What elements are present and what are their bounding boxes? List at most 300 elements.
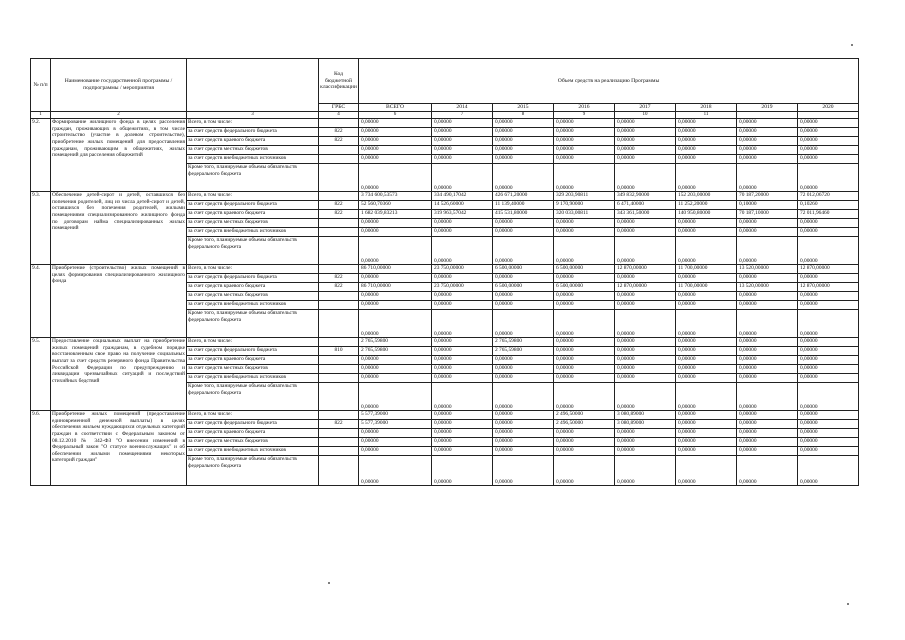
year-amount: 0,00000: [554, 292, 615, 301]
year-amount: 0,00000: [676, 365, 737, 374]
grbs-code: [319, 356, 359, 365]
year-amount: 0,00000: [615, 219, 676, 228]
year-amount: 0,00000: [798, 164, 859, 192]
grbs-code: [319, 438, 359, 447]
total-amount: 0,00000: [359, 292, 432, 301]
year-amount: 3 080,89000: [615, 420, 676, 429]
column-number-cell: 6: [359, 111, 432, 119]
year-amount: 0,00000: [493, 374, 554, 383]
year-amount: 0,00000: [798, 274, 859, 283]
year-amount: 0,00000: [615, 338, 676, 347]
year-amount: 11 139,40000: [493, 201, 554, 210]
year-amount: 0,00000: [676, 429, 737, 438]
year-amount: 0,00000: [676, 347, 737, 356]
grbs-code: [319, 411, 359, 420]
year-amount: 0,00000: [737, 219, 798, 228]
funding-source: за счет средств краевого бюджета: [187, 429, 319, 438]
measure-name: Приобретение жилых помещений (предоставление единовременной денежной выплаты) в целях обеспечения жильем нуждающихся отдельных категорий граждан в соответствии с Федеральным законом от 08.12.2010 № 342-ФЗ "О внесении изменений в Федеральный закон "О статусе военнослужащих" и об обеспечении жилыми помещениями некоторых категорий граждан": [51, 411, 187, 486]
column-number-cell: [737, 111, 798, 119]
year-amount: 0,00000: [737, 456, 798, 486]
year-amount: 2 765,59800: [493, 347, 554, 356]
header-volume: Объем средств на реализацию Программы: [359, 59, 859, 104]
funding-source: за счет средств внебюджетных источников: [187, 228, 319, 237]
measure-name: Предоставление социальных выплат на приобретение жилых помещений гражданам, в судебном порядке восстановленным свое право на получение социальных выплат за счет средств резервного фонда Правительства Российской Федерации по предупреждению и ликвидации чрезвычайных ситуаций и последствий стихийных бедствий: [51, 338, 187, 411]
year-amount: 0,00000: [798, 310, 859, 338]
year-amount: 426 671,20000: [493, 192, 554, 201]
year-amount: 0,00000: [432, 411, 493, 420]
funding-source: Всего, в том числе:: [187, 192, 319, 201]
year-amount: 0,00000: [493, 146, 554, 155]
year-amount: 0,00000: [432, 310, 493, 338]
year-amount: 0,00000: [737, 356, 798, 365]
total-amount: 0,00000: [359, 219, 432, 228]
year-amount: 0,00000: [493, 310, 554, 338]
year-amount: 0,00000: [493, 228, 554, 237]
total-amount: 0,00000: [359, 128, 432, 137]
year-amount: 3 080,89000: [615, 411, 676, 420]
grbs-code: 822: [319, 201, 359, 210]
year-amount: 0,00000: [737, 411, 798, 420]
grbs-code: [319, 146, 359, 155]
year-amount: 0,00000: [798, 146, 859, 155]
year-amount: 11 700,00000: [676, 283, 737, 292]
funding-source: за счет средств краевого бюджета: [187, 137, 319, 146]
year-amount: 0,00000: [432, 219, 493, 228]
year-amount: 6 500,00000: [554, 283, 615, 292]
year-amount: 12 870,00000: [615, 265, 676, 274]
header-year: 2019: [737, 104, 798, 112]
grbs-code: 810: [319, 347, 359, 356]
year-amount: 0,00000: [554, 228, 615, 237]
year-amount: 0,00000: [798, 155, 859, 164]
header-year: 2015: [493, 104, 554, 112]
year-amount: 0,00000: [432, 128, 493, 137]
header-program-name: Наименование государственной программы / подпрограммы / мероприятия: [51, 59, 187, 112]
grbs-code: 822: [319, 128, 359, 137]
year-amount: 0,00000: [493, 383, 554, 411]
year-amount: 0,00000: [432, 301, 493, 310]
year-amount: 0,00000: [554, 438, 615, 447]
grbs-code: [319, 383, 359, 411]
grbs-code: [319, 164, 359, 192]
year-amount: 23 750,00000: [432, 283, 493, 292]
total-amount: 0,00000: [359, 155, 432, 164]
year-amount: 0,00000: [798, 447, 859, 456]
funding-source: за счет средств внебюджетных источников: [187, 301, 319, 310]
year-amount: 0,00000: [432, 456, 493, 486]
table-body: [31, 119, 859, 486]
year-amount: 0,00000: [554, 219, 615, 228]
grbs-code: 822: [319, 274, 359, 283]
year-amount: 0,00000: [798, 119, 859, 128]
year-amount: 72 012,06720: [798, 192, 859, 201]
year-amount: 13 520,00000: [737, 283, 798, 292]
year-amount: 11 700,00000: [676, 265, 737, 274]
total-amount: 0,00000: [359, 356, 432, 365]
year-amount: 0,00000: [615, 301, 676, 310]
year-amount: 0,00000: [798, 374, 859, 383]
year-amount: 0,00000: [615, 228, 676, 237]
year-amount: 0,00000: [798, 365, 859, 374]
year-amount: 0,00000: [615, 292, 676, 301]
year-amount: 12 870,00000: [798, 283, 859, 292]
column-numbering-row: [31, 111, 859, 119]
year-amount: 320 033,00811: [554, 210, 615, 219]
header-year: 2020: [798, 104, 859, 112]
year-amount: 0,00000: [432, 292, 493, 301]
year-amount: 0,00000: [615, 137, 676, 146]
year-amount: 72 011,96460: [798, 210, 859, 219]
year-amount: 0,00000: [676, 338, 737, 347]
year-amount: 0,00000: [493, 438, 554, 447]
funding-source: за счет средств местных бюджетов: [187, 438, 319, 447]
year-amount: 0,00000: [615, 356, 676, 365]
header-number: № п/п: [31, 59, 51, 112]
total-amount: 86 710,00000: [359, 283, 432, 292]
funding-source: за счет средств местных бюджетов: [187, 219, 319, 228]
year-amount: 0,00000: [493, 137, 554, 146]
total-amount: 1 682 039,83213: [359, 210, 432, 219]
grbs-code: [319, 219, 359, 228]
year-amount: 0,00000: [432, 237, 493, 265]
funding-source: Кроме того, планируемые объемы обязательств федерального бюджета: [187, 383, 319, 411]
year-amount: 13 520,00000: [737, 265, 798, 274]
year-amount: 0,00000: [737, 155, 798, 164]
funding-source: за счет средств краевого бюджета: [187, 210, 319, 219]
header-source: [187, 59, 319, 112]
year-amount: 6 471,40000: [615, 201, 676, 210]
year-amount: 0,00000: [798, 228, 859, 237]
year-amount: 0,00000: [493, 356, 554, 365]
grbs-code: 822: [319, 283, 359, 292]
year-amount: 349 832,90000: [615, 192, 676, 201]
header-grbs: ГРБС: [319, 104, 359, 112]
year-amount: 0,00000: [615, 119, 676, 128]
year-amount: 11 252,20000: [676, 201, 737, 210]
year-amount: 0,00000: [737, 274, 798, 283]
year-amount: 70 187,10000: [737, 210, 798, 219]
item-number: 9.4.: [31, 265, 51, 338]
funding-source: Всего, в том числе:: [187, 411, 319, 420]
table-row: [31, 192, 859, 201]
year-amount: 0,00000: [798, 456, 859, 486]
year-amount: 6 500,00000: [493, 265, 554, 274]
year-amount: 0,00000: [798, 356, 859, 365]
year-amount: 0,00000: [615, 365, 676, 374]
total-amount: 0,00000: [359, 137, 432, 146]
column-number-cell: 11: [676, 111, 737, 119]
year-amount: 0,00000: [676, 274, 737, 283]
year-amount: 0,00000: [554, 301, 615, 310]
year-amount: 0,00000: [615, 456, 676, 486]
year-amount: 0,00000: [737, 438, 798, 447]
year-amount: 0,00000: [798, 411, 859, 420]
year-amount: 6 500,00000: [554, 265, 615, 274]
table-row: [31, 119, 859, 128]
year-amount: 0,00000: [676, 119, 737, 128]
year-amount: 0,00000: [554, 347, 615, 356]
funding-source: Всего, в том числе:: [187, 338, 319, 347]
funding-source: за счет средств местных бюджетов: [187, 146, 319, 155]
funding-source: Кроме того, планируемые объемы обязательств федерального бюджета: [187, 164, 319, 192]
total-amount: 0,00000: [359, 429, 432, 438]
year-amount: 0,00000: [798, 301, 859, 310]
scan-speck: [851, 44, 853, 46]
year-amount: 0,00000: [554, 356, 615, 365]
total-amount: 5 577,39000: [359, 420, 432, 429]
grbs-code: [319, 456, 359, 486]
year-amount: 0,00000: [493, 128, 554, 137]
item-number: 9.3.: [31, 192, 51, 265]
year-amount: 0,00000: [554, 338, 615, 347]
column-number-cell: 7: [432, 111, 493, 119]
total-amount: 0,00000: [359, 274, 432, 283]
year-amount: 0,00000: [737, 237, 798, 265]
year-amount: 0,00000: [554, 155, 615, 164]
year-amount: 0,00000: [737, 146, 798, 155]
year-amount: 334 490,17042: [432, 192, 493, 201]
year-amount: 0,00000: [737, 310, 798, 338]
year-amount: 0,00000: [615, 164, 676, 192]
year-amount: 0,00000: [615, 374, 676, 383]
column-number-cell: 10: [615, 111, 676, 119]
year-amount: 0,00000: [798, 338, 859, 347]
funding-source: за счет средств федерального бюджета: [187, 347, 319, 356]
year-amount: 0,00000: [432, 137, 493, 146]
total-amount: 0,00000: [359, 301, 432, 310]
year-amount: 0,00000: [493, 274, 554, 283]
year-amount: 0,00000: [615, 237, 676, 265]
year-amount: 0,00000: [615, 447, 676, 456]
total-amount: 0,00000: [359, 447, 432, 456]
year-amount: 0,00000: [798, 383, 859, 411]
year-amount: 0,00000: [493, 155, 554, 164]
year-amount: 0,00000: [615, 146, 676, 155]
year-amount: 0,00000: [432, 228, 493, 237]
item-number: 9.2.: [31, 119, 51, 192]
year-amount: 0,00000: [493, 164, 554, 192]
column-number-cell: 9: [554, 111, 615, 119]
year-amount: 0,00000: [676, 228, 737, 237]
funding-source: Кроме того, планируемые объемы обязательств федерального бюджета: [187, 456, 319, 486]
year-amount: 343 361,50000: [615, 210, 676, 219]
grbs-code: [319, 292, 359, 301]
year-amount: 0,00000: [676, 310, 737, 338]
grbs-code: [319, 155, 359, 164]
funding-source: за счет средств федерального бюджета: [187, 420, 319, 429]
year-amount: 0,00000: [676, 164, 737, 192]
year-amount: 0,00000: [432, 347, 493, 356]
year-amount: 0,00000: [798, 420, 859, 429]
funding-source: за счет средств внебюджетных источников: [187, 155, 319, 164]
year-amount: 0,00000: [615, 347, 676, 356]
year-amount: 0,00000: [676, 137, 737, 146]
year-amount: 0,00000: [798, 429, 859, 438]
measure-name: Обеспечение детей-сирот и детей, оставшихся без попечения родителей, лиц из числа детей-сирот и детей, оставшихся без попечения родителей, жилыми помещениями специализированного жилищного фонда по договорам найма специализированных жилых помещений: [51, 192, 187, 265]
header-year: 2018: [676, 104, 737, 112]
year-amount: 0,00000: [798, 137, 859, 146]
budget-table: [30, 58, 859, 486]
year-amount: 12 870,00000: [798, 265, 859, 274]
year-amount: 140 950,80000: [676, 210, 737, 219]
year-amount: 0,00000: [554, 137, 615, 146]
year-amount: 0,00000: [737, 365, 798, 374]
total-amount: 52 560,70360: [359, 201, 432, 210]
year-amount: 0,00000: [493, 365, 554, 374]
year-amount: 0,00000: [737, 164, 798, 192]
year-amount: 0,00000: [676, 146, 737, 155]
year-amount: 0,00000: [676, 374, 737, 383]
year-amount: 0,00000: [432, 365, 493, 374]
column-number-cell: 8: [493, 111, 554, 119]
year-amount: 0,00000: [615, 438, 676, 447]
year-amount: 0,00000: [737, 119, 798, 128]
year-amount: 0,00000: [615, 429, 676, 438]
year-amount: 0,00000: [676, 155, 737, 164]
year-amount: 0,00000: [554, 146, 615, 155]
grbs-code: [319, 374, 359, 383]
year-amount: 0,00000: [676, 447, 737, 456]
header-budget-code: Код бюджетной классификации: [319, 59, 359, 104]
year-amount: 0,00000: [737, 420, 798, 429]
year-amount: 0,00000: [676, 237, 737, 265]
measure-name: Приобретение (строительство) жилых помещений в целях формирования специализированного жилищного фонда: [51, 265, 187, 338]
year-amount: 0,00000: [554, 365, 615, 374]
grbs-code: [319, 365, 359, 374]
year-amount: 0,00000: [554, 274, 615, 283]
year-amount: 0,10000: [737, 201, 798, 210]
year-amount: 0,00000: [432, 438, 493, 447]
column-number-cell: 3: [187, 111, 319, 119]
funding-source: за счет средств внебюджетных источников: [187, 374, 319, 383]
funding-source: Всего, в том числе:: [187, 119, 319, 128]
year-amount: 0,00000: [798, 237, 859, 265]
year-amount: 0,00000: [554, 164, 615, 192]
year-amount: 0,00000: [737, 429, 798, 438]
column-number-cell: [798, 111, 859, 119]
year-amount: 0,00000: [676, 301, 737, 310]
total-amount: 0,00000: [359, 456, 432, 486]
grbs-code: 822: [319, 210, 359, 219]
year-amount: 0,00000: [432, 356, 493, 365]
year-amount: 0,00000: [737, 292, 798, 301]
grbs-code: [319, 228, 359, 237]
total-amount: 0,00000: [359, 310, 432, 338]
year-amount: 0,00000: [798, 128, 859, 137]
year-amount: 0,00000: [798, 438, 859, 447]
total-amount: 0,00000: [359, 164, 432, 192]
year-amount: 0,00000: [493, 301, 554, 310]
year-amount: 0,00000: [554, 429, 615, 438]
total-amount: 0,00000: [359, 374, 432, 383]
total-amount: 3 734 600,53573: [359, 192, 432, 201]
year-amount: 2 496,50000: [554, 411, 615, 420]
table-row: [31, 338, 859, 347]
year-amount: 0,00000: [432, 383, 493, 411]
total-amount: 0,00000: [359, 237, 432, 265]
year-amount: 0,00000: [432, 164, 493, 192]
year-amount: 0,00000: [676, 356, 737, 365]
year-amount: 0,00000: [615, 128, 676, 137]
item-number: 9.5.: [31, 338, 51, 411]
measure-name: Формирование жилищного фонда в целях расселения граждан, проживающих в общежитиях, в том числе строительство (участие в долевом строительстве), приобретение жилых помещений для предоставления гражданам, проживающим в общежитиях, жилых помещений для расселения общежитий: [51, 119, 187, 192]
year-amount: 0,00000: [493, 447, 554, 456]
year-amount: 0,00000: [615, 310, 676, 338]
grbs-code: [319, 265, 359, 274]
grbs-code: 822: [319, 420, 359, 429]
year-amount: 0,00000: [432, 119, 493, 128]
year-amount: 0,00000: [493, 456, 554, 486]
year-amount: 0,00000: [432, 274, 493, 283]
year-amount: 0,00000: [737, 228, 798, 237]
year-amount: 70 187,20000: [737, 192, 798, 201]
year-amount: 0,00000: [493, 420, 554, 429]
year-amount: 0,00000: [432, 155, 493, 164]
column-number-cell: 1: [31, 111, 51, 119]
total-amount: 0,00000: [359, 365, 432, 374]
year-amount: 0,00000: [737, 347, 798, 356]
funding-source: за счет средств федерального бюджета: [187, 201, 319, 210]
grbs-code: [319, 119, 359, 128]
funding-source: за счет средств местных бюджетов: [187, 292, 319, 301]
funding-source: за счет средств краевого бюджета: [187, 283, 319, 292]
year-amount: 0,00000: [554, 119, 615, 128]
column-number-cell: 4: [319, 111, 359, 119]
year-amount: 0,00000: [615, 274, 676, 283]
year-amount: 415 531,80000: [493, 210, 554, 219]
year-amount: 0,00000: [432, 420, 493, 429]
year-amount: 0,00000: [676, 383, 737, 411]
total-amount: 0,00000: [359, 119, 432, 128]
header-year: 2014: [432, 104, 493, 112]
grbs-code: 822: [319, 137, 359, 146]
year-amount: 0,00000: [676, 128, 737, 137]
funding-source: Кроме того, планируемые объемы обязательств федерального бюджета: [187, 310, 319, 338]
year-amount: 0,00000: [554, 456, 615, 486]
grbs-code: [319, 447, 359, 456]
year-amount: 0,00000: [493, 429, 554, 438]
year-amount: 0,00000: [432, 429, 493, 438]
year-amount: 0,00000: [432, 447, 493, 456]
grbs-code: [319, 301, 359, 310]
year-amount: 23 750,00000: [432, 265, 493, 274]
year-amount: 0,00000: [493, 292, 554, 301]
table-row: [31, 411, 859, 420]
year-amount: 0,00000: [554, 447, 615, 456]
year-amount: 0,00000: [676, 219, 737, 228]
year-amount: 2 765,59800: [493, 338, 554, 347]
header-year: 2017: [615, 104, 676, 112]
budget-table-sheet: [30, 58, 859, 486]
table-row: [31, 265, 859, 274]
year-amount: 0,00000: [737, 383, 798, 411]
year-amount: 0,00000: [798, 292, 859, 301]
total-amount: 86 710,00000: [359, 265, 432, 274]
year-amount: 0,00000: [737, 137, 798, 146]
funding-source: Всего, в том числе:: [187, 265, 319, 274]
year-amount: 0,00000: [798, 347, 859, 356]
total-amount: 0,00000: [359, 383, 432, 411]
scan-speck: [847, 603, 849, 605]
total-amount: 0,00000: [359, 438, 432, 447]
year-amount: 2 496,50000: [554, 420, 615, 429]
year-amount: 152 203,00000: [676, 192, 737, 201]
year-amount: 0,00000: [432, 146, 493, 155]
funding-source: за счет средств федерального бюджета: [187, 274, 319, 283]
year-amount: 0,00000: [432, 374, 493, 383]
year-amount: 0,00000: [737, 447, 798, 456]
year-amount: 0,10260: [798, 201, 859, 210]
